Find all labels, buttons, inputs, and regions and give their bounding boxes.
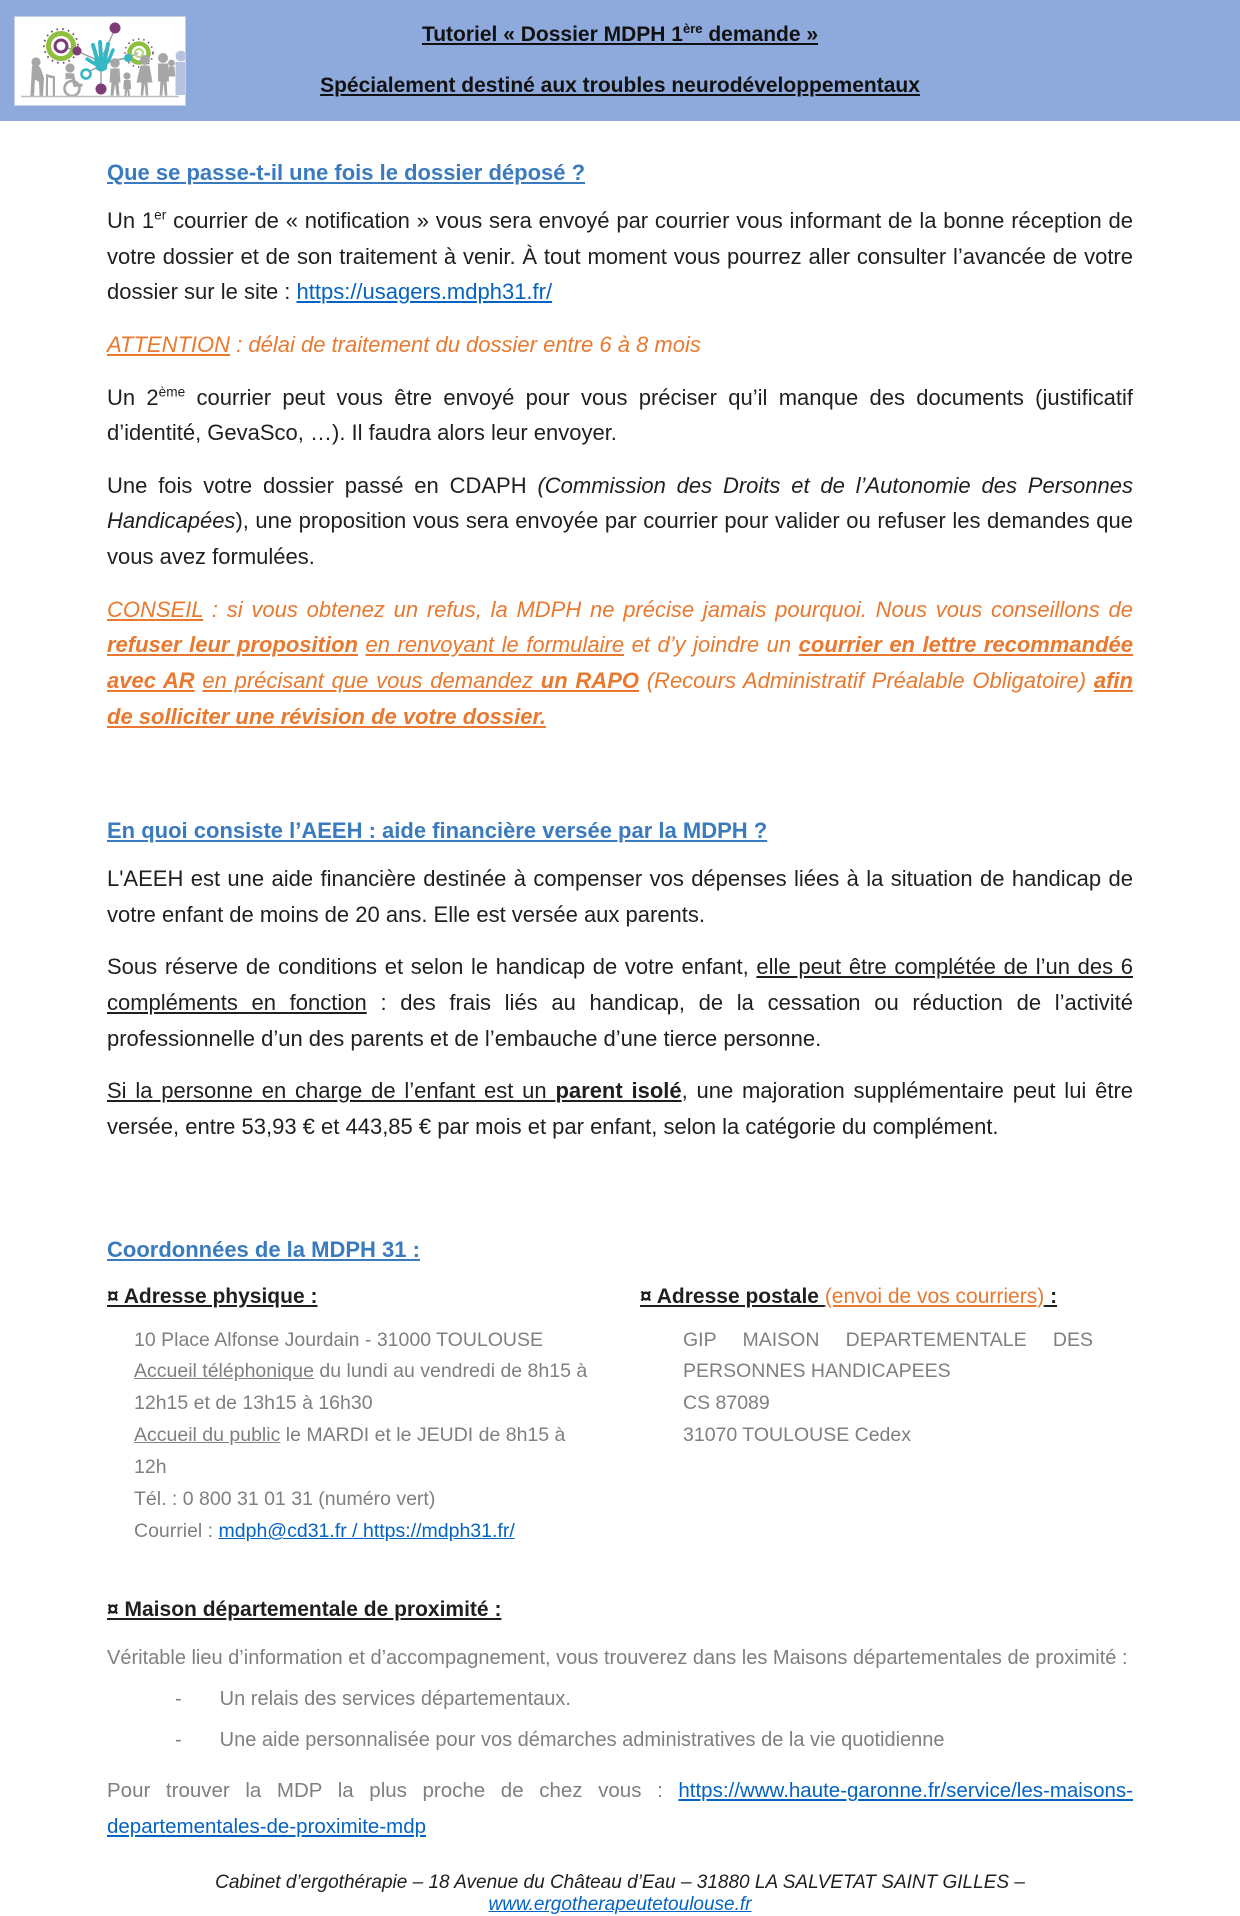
text-segment: Accueil du public	[134, 1424, 281, 1447]
list-item	[107, 1683, 1133, 1715]
mdp-heading	[107, 1598, 1133, 1622]
text-segment: , une majoration supplémentaire peut lui être versée, entre 53,93 € et 443,85 € par mois et par enfant, selon la catégorie du complément.	[107, 1078, 1134, 1139]
adresse-postale-heading	[640, 1285, 1133, 1309]
hyperlink[interactable]: https://mdph31.fr/	[363, 1520, 515, 1543]
text-segment: courrier de « notification » vous sera envoyé par courrier vous informant de la bonne réception de votre dossier et de son traitement à venir. À tout moment vous pourrez aller consulter l’avancée de votre dossier sur le site :	[107, 208, 1133, 305]
section1-heading: Que se passe-t-il une fois le dossier déposé ?	[107, 160, 586, 185]
footer-credit	[107, 1872, 1133, 1916]
text-segment: L'AEEH est une aide financière destinée à compenser vos dépenses liées à la situation de handicap de votre enfant de moins de 20 ans. Elle est versée aux parents.	[107, 866, 1133, 927]
text-segment: : si vous obtenez un refus, la MDPH ne précise jamais pourquoi. Nous vous conseillons de	[203, 596, 1133, 622]
text-segment: Un 1	[107, 208, 155, 233]
text-segment: : délai de traitement du dossier entre 6 à 8 mois	[230, 331, 701, 357]
addresses-columns	[107, 1285, 1133, 1549]
hyperlink[interactable]: https://www.haute-garonne.fr/service/les-maisons-departementales-de-proximite-mdp	[107, 1779, 1133, 1839]
text-segment	[358, 632, 366, 657]
adresse-postale-details	[640, 1325, 1133, 1453]
hyperlink[interactable]: www.ergotherapeutetoulouse.fr	[488, 1894, 752, 1916]
paragraph-deuxieme-courrier	[107, 380, 1133, 451]
text-segment: ère	[682, 21, 703, 36]
doc-title-line2	[320, 74, 920, 98]
text-segment: ATTENTION	[107, 331, 231, 357]
public-hours-line	[134, 1420, 600, 1484]
text-segment: Cabinet d’ergothérapie – 18 Avenue du Château d’Eau – 31880 LA SALVETAT SAINT GILLES –	[215, 1872, 1025, 1894]
text-segment: en renvoyant le formulaire	[365, 632, 625, 658]
text-segment: Une fois votre dossier passé en CDAPH	[107, 472, 538, 498]
text-segment: le MARDI et le JEUDI de 8h15 à 12h	[134, 1424, 566, 1479]
hyperlink[interactable]: https://usagers.mdph31.fr/	[296, 279, 553, 305]
dash-bullet: -	[175, 1688, 182, 1711]
list-item-text: Un relais des services départementaux.	[219, 1688, 571, 1711]
paragraph-notification	[107, 203, 1133, 310]
text-segment: CONSEIL	[107, 596, 204, 622]
document-body	[0, 160, 1240, 1916]
paragraph-aeeh-definition	[107, 861, 1133, 932]
text-segment: er	[154, 207, 167, 223]
adresse-physique-column	[107, 1285, 640, 1549]
text-segment: elle peut être complétée de l’un des 6 compléments en fonction	[107, 954, 1134, 1015]
text-segment: Si la personne en charge de l’enfant est un	[107, 1078, 556, 1104]
text-segment: afin de solliciter une révision de votre dossier.	[107, 667, 1133, 729]
text-segment: 10 Place Alfonse Jourdain - 31000 TOULOUSE	[134, 1328, 544, 1351]
text-segment: Pour trouver la MDP la plus proche de chez vous :	[107, 1779, 679, 1803]
text-segment: en précisant que vous demandez	[202, 667, 541, 693]
text-segment: (Commission des Droits et de l’Autonomie des Personnes Handicapées	[107, 472, 1133, 534]
text-segment: ¤ Adresse physique :	[107, 1284, 318, 1308]
phone-hours-line	[134, 1356, 600, 1420]
paragraph-parent-isole	[107, 1073, 1133, 1144]
text-segment: (envoi de vos courriers)	[824, 1284, 1045, 1308]
adresse-postale-column	[640, 1285, 1133, 1549]
postal-line: 31070 TOULOUSE Cedex	[683, 1424, 911, 1447]
text-segment: Sous réserve de conditions et selon le handicap de votre enfant,	[107, 954, 757, 980]
text-segment: ¤ Adresse postale	[640, 1284, 825, 1308]
hyperlink[interactable]: mdph@cd31.fr	[218, 1520, 347, 1543]
text-segment: parent isolé	[555, 1078, 682, 1104]
text-segment: ¤ Maison départementale de proximité :	[107, 1598, 502, 1622]
paragraph-cdaph	[107, 468, 1133, 575]
text-segment: refuser leur proposition	[107, 632, 358, 658]
text-segment: demande »	[702, 23, 819, 46]
text-segment: :	[1044, 1284, 1058, 1308]
postal-line: CS 87089	[683, 1392, 770, 1415]
adresse-physique-details	[107, 1325, 640, 1549]
text-segment: Tél. : 0 800 31 01 31 (numéro vert)	[134, 1488, 436, 1511]
text-segment: ème	[158, 384, 186, 400]
section3-heading: Coordonnées de la MDPH 31 :	[107, 1236, 420, 1262]
list-item-text: Une aide personnalisée pour vos démarches administratives de la vie quotidienne	[219, 1729, 945, 1752]
address-line	[134, 1325, 600, 1357]
mdp-intro: Véritable lieu d’information et d’accompagnement, vous trouverez dans les Maisons départementales de proximité :	[107, 1647, 1128, 1670]
mdp-bullet-list	[107, 1683, 1133, 1756]
section2-heading: En quoi consiste l’AEEH : aide financière versée par la MDPH ?	[107, 818, 768, 844]
postal-line: GIP MAISON DEPARTEMENTALE DES PERSONNES HANDICAPEES	[683, 1328, 1093, 1383]
text-segment: un RAPO	[540, 667, 639, 693]
text-segment: courrier en lettre recommandée avec AR	[107, 632, 1134, 693]
hyperlink[interactable]: /	[346, 1520, 363, 1543]
text-segment: ), une proposition vous sera envoyée par courrier pour valider ou refuser les demandes que vous avez formulées.	[107, 508, 1133, 569]
text-segment: courrier peut vous être envoyé pour vous préciser qu’il manque des documents (justificatif d’identité, GevaSco, …). Il faudra alors leur envoyer.	[107, 384, 1133, 446]
phone-number-line	[134, 1484, 600, 1516]
text-segment: et d’y joindre un	[624, 632, 799, 658]
document-titles	[0, 0, 1240, 121]
text-segment: : des frais liés au handicap, de la cessation ou réduction de l’activité professionnelle d’un des parents et de l’embauche d’une tierce personne.	[107, 990, 1134, 1051]
adresse-physique-heading	[107, 1285, 640, 1309]
text-segment: du lundi au vendredi de 8h15 à 12h15 et de 13h15 à 16h30	[134, 1360, 588, 1415]
doc-title-line1	[422, 23, 818, 47]
text-segment: Courriel :	[134, 1520, 219, 1543]
dash-bullet: -	[175, 1729, 182, 1752]
text-segment: Spécialement destiné aux troubles neurodéveloppementaux	[320, 74, 920, 97]
paragraph-complements	[107, 949, 1133, 1056]
text-segment: Accueil téléphonique	[134, 1360, 314, 1383]
email-line	[134, 1516, 600, 1548]
text-segment: Tutoriel « Dossier MDPH 1	[421, 23, 683, 46]
list-item	[107, 1724, 1133, 1756]
conseil-note	[107, 592, 1133, 735]
header-banner	[0, 0, 1240, 121]
text-segment: Un 2	[107, 384, 159, 410]
mdp-find-link-paragraph	[107, 1773, 1133, 1845]
attention-note	[107, 327, 1133, 363]
text-segment: (Recours Administratif Préalable Obligatoire)	[638, 667, 1094, 693]
